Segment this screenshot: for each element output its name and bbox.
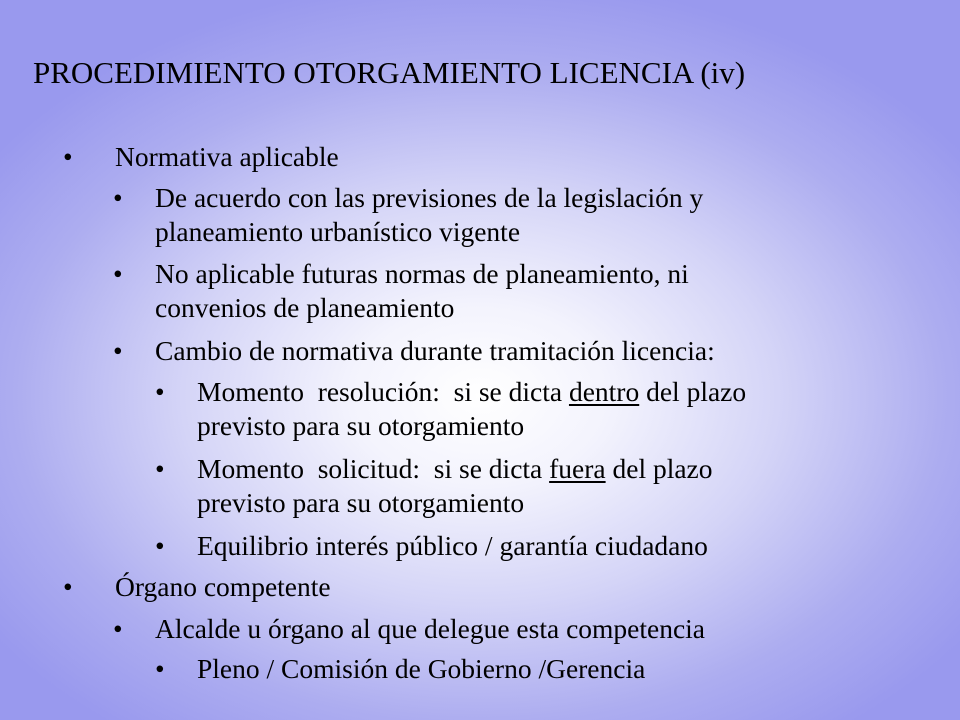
bullet-dot-icon: • (113, 613, 123, 644)
bullet-text-line-2: previsto para su otorgamiento (197, 487, 525, 518)
bullet-dot-icon: • (155, 453, 165, 484)
bullet-organo-competente (63, 570, 331, 604)
bullet-pleno (155, 652, 646, 686)
bullet-equilibrio (155, 529, 708, 563)
bullet-text-post: del plazo (639, 376, 747, 407)
bullet-text: Alcalde u órgano al que delegue esta competencia (155, 613, 706, 644)
slide-title: PROCEDIMIENTO OTORGAMIENTO LICENCIA (iv) (33, 55, 746, 90)
bullet-dot-icon: • (155, 653, 165, 684)
bullet-text: Normativa aplicable (115, 141, 339, 172)
bullet-alcalde (113, 612, 706, 646)
bullet-text-pre: Momento solicitud: si se dicta (197, 453, 550, 484)
bullet-text: Equilibrio interés público / garantía ciudadano (197, 530, 708, 561)
bullet-no-aplicable (113, 257, 689, 291)
emphasis-fuera: fuera (549, 453, 606, 484)
bullet-dot-icon: • (113, 182, 123, 213)
bullet-text-line-2: planeamiento urbanístico vigente (155, 216, 521, 247)
bullet-text-line-1: No aplicable futuras normas de planeamiento, ni (155, 258, 689, 289)
bullet-momento-solicitud-continuation (197, 486, 524, 520)
bullet-text-pre: Momento resolución: si se dicta (197, 376, 569, 407)
bullet-text: Pleno / Comisión de Gobierno /Gerencia (197, 653, 646, 684)
bullet-no-aplicable-continuation (155, 291, 454, 325)
bullet-dot-icon: • (113, 335, 123, 366)
bullet-dot-icon: • (113, 258, 123, 289)
bullet-cambio-normativa (113, 334, 715, 368)
bullet-momento-solicitud (155, 452, 713, 486)
bullet-text: Órgano competente (115, 571, 331, 602)
bullet-de-acuerdo (113, 181, 704, 215)
bullet-normativa-aplicable (63, 140, 339, 174)
bullet-text-post: del plazo (605, 453, 713, 484)
bullet-text: Cambio de normativa durante tramitación licencia: (155, 335, 715, 366)
bullet-text-line-2: convenios de planeamiento (155, 292, 455, 323)
bullet-dot-icon: • (63, 571, 73, 602)
bullet-de-acuerdo-continuation (155, 215, 520, 249)
bullet-momento-resolucion (155, 375, 747, 409)
bullet-text-line-1: De acuerdo con las previsiones de la legislación y (155, 182, 704, 213)
bullet-text-line-2: previsto para su otorgamiento (197, 410, 525, 441)
bullet-dot-icon: • (155, 530, 165, 561)
emphasis-dentro: dentro (568, 376, 640, 407)
bullet-momento-resolucion-continuation (197, 409, 524, 443)
bullet-dot-icon: • (155, 376, 165, 407)
bullet-dot-icon: • (63, 141, 73, 172)
